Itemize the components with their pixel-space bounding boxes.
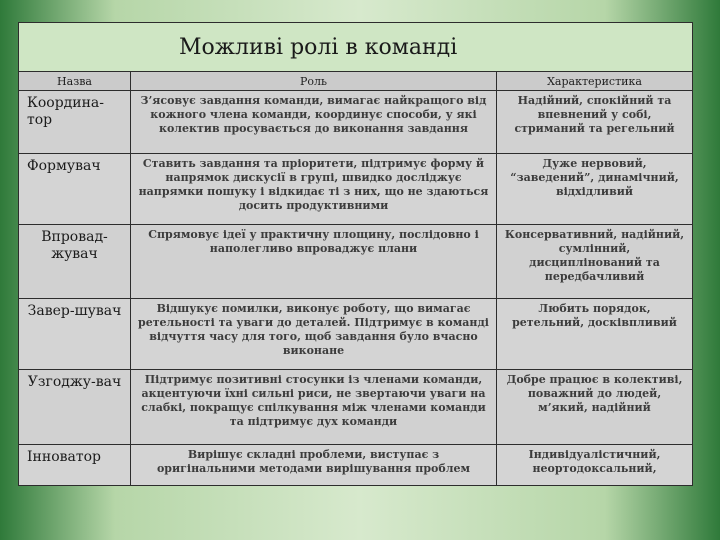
role-name: Завер-шувач	[19, 299, 131, 370]
role-description: Відшукує помилки, виконує роботу, що вимагає ретельності та уваги до деталей. Підтримує в команді відчуття часу для того, щоб завдання було вчасно виконане	[131, 299, 497, 370]
title-row	[19, 23, 693, 72]
role-name: Формувач	[19, 154, 131, 225]
role-description: Спрямовує ідеї у практичну площину, послідовно і наполегливо впроваджує плани	[131, 225, 497, 299]
column-header-name: Назва	[19, 72, 131, 91]
table-row	[19, 445, 693, 486]
header-row	[19, 72, 693, 91]
role-trait: Дуже нервовий, “заведений”, динамічний, відхідливий	[497, 154, 693, 225]
role-trait: Індивідуалістичний, неортодоксальний,	[497, 445, 693, 486]
column-header-role: Роль	[131, 72, 497, 91]
role-name: Узгоджу-вач	[19, 370, 131, 445]
table-row	[19, 370, 693, 445]
role-description: Підтримує позитивні стосунки із членами команди, акцентуючи їхні сильні риси, не звертаючи уваги на слабкі, покращує спілкування між членами команди та підтримує дух команди	[131, 370, 497, 445]
table-row	[19, 91, 693, 154]
role-name: Інноватор	[19, 445, 131, 486]
table-row	[19, 154, 693, 225]
table-row	[19, 225, 693, 299]
role-description: Вирішує складні проблеми, виступає з оригінальними методами вирішування проблем	[131, 445, 497, 486]
table-row	[19, 299, 693, 370]
role-name: Впровад-жувач	[19, 225, 131, 299]
role-description: З’ясовує завдання команди, вимагає найкращого від кожного члена команди, координує способи, у які колектив просувається до виконання завдання	[131, 91, 497, 154]
slide	[18, 22, 692, 498]
page-title: Можливі ролі в команді	[19, 23, 693, 72]
role-description: Ставить завдання та пріоритети, підтримує форму й напрямок дискусії в групі, швидко досліджує напрямки пошуку і відкидає ті з них, що не здаються досить продуктивними	[131, 154, 497, 225]
role-trait: Надійний, спокійний та впевнений у собі, стриманий та регельний	[497, 91, 693, 154]
role-trait: Любить порядок, ретельний, досківпливий	[497, 299, 693, 370]
role-name: Координа-тор	[19, 91, 131, 154]
role-trait: Добре працює в колективі, поважний до людей, м’який, надійний	[497, 370, 693, 445]
roles-table	[18, 22, 693, 486]
role-trait: Консервативний, надійний, сумлінний, дисциплінований та передбачливий	[497, 225, 693, 299]
column-header-trait: Характеристика	[497, 72, 693, 91]
